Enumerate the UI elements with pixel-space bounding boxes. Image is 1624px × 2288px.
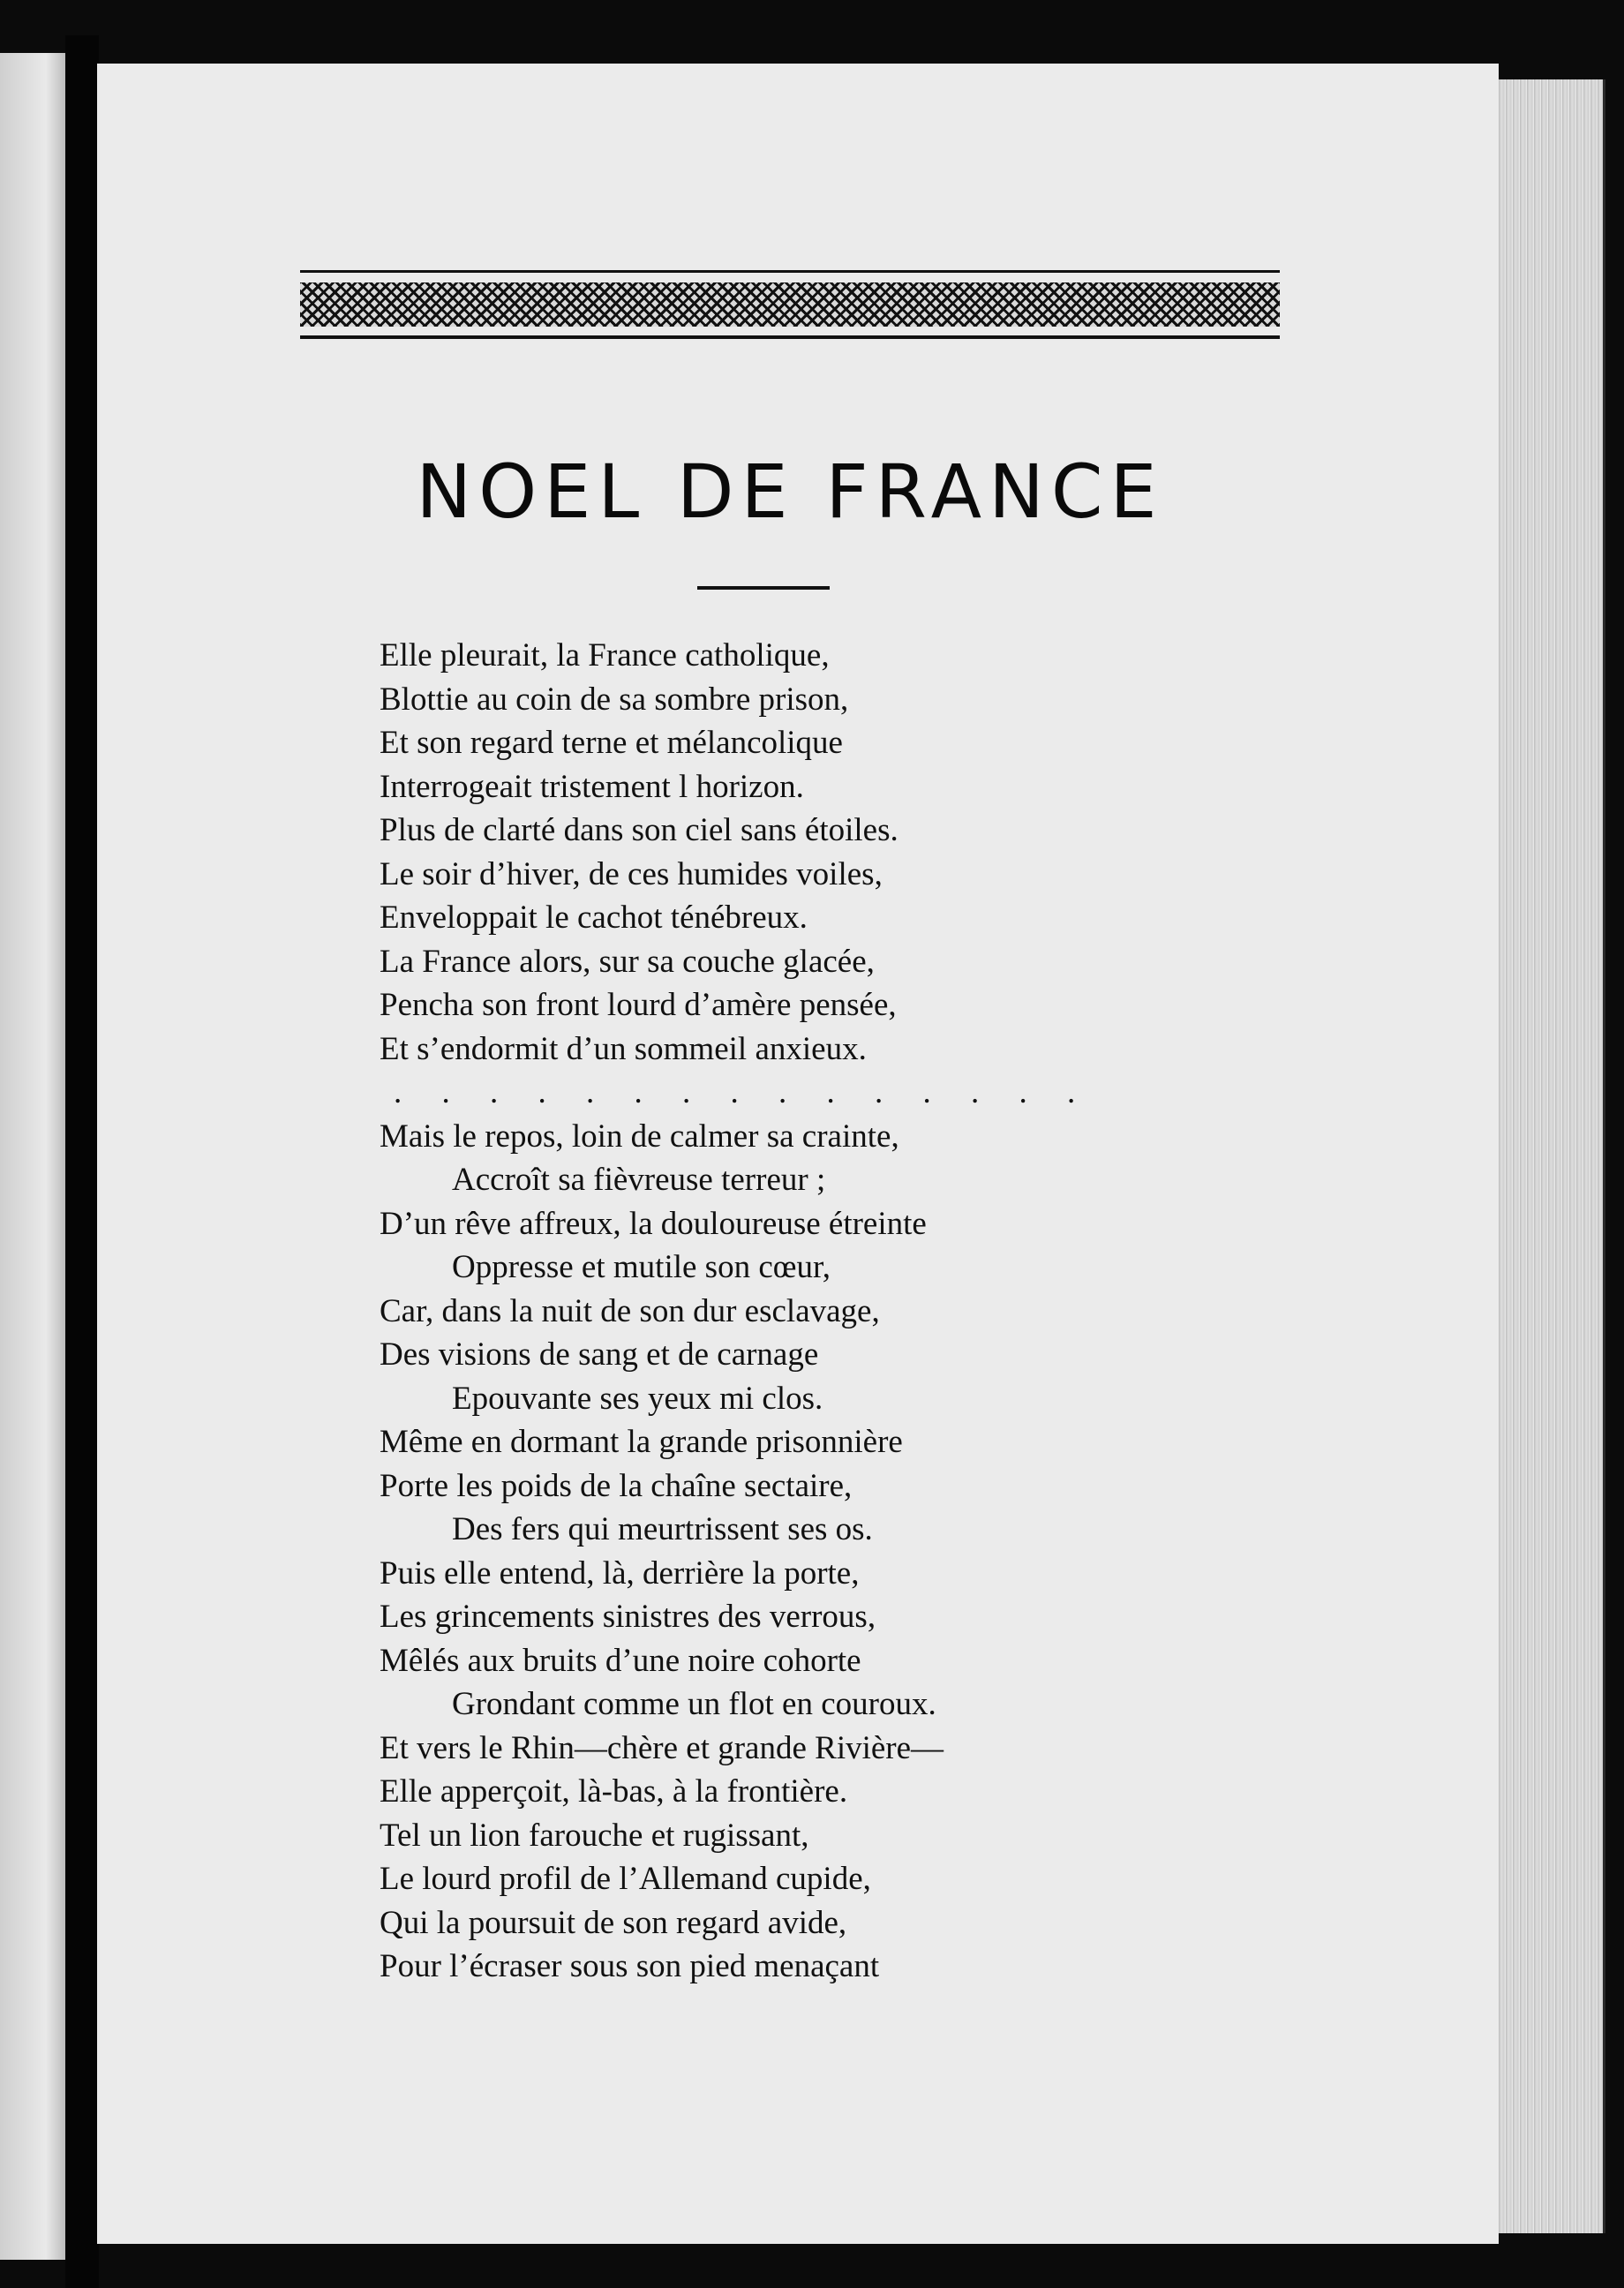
poem-line: D’un rêve affreux, la douloureuse étreinte (380, 1205, 927, 1242)
poem-line: Interrogeait tristement l horizon. (380, 768, 804, 805)
poem-line: Mais le repos, loin de calmer sa crainte, (380, 1118, 899, 1155)
poem-line: Elle apperçoit, là-bas, à la frontière. (380, 1773, 848, 1810)
poem-line: Accroît sa fièvreuse terreur ; (452, 1162, 826, 1198)
poem-line: Qui la poursuit de son regard avide, (380, 1904, 847, 1941)
poem-line: Enveloppait le cachot ténébreux. (380, 899, 808, 936)
poem-line: La France alors, sur sa couche glacée, (380, 943, 875, 980)
ornament-bottom-rule (300, 335, 1280, 339)
ornament-band (300, 282, 1280, 327)
title-divider (697, 586, 830, 590)
poem-line: Elle pleurait, la France catholique, (380, 637, 830, 674)
stanza-separator: . . . . . . . . . . . . . . . (394, 1074, 1092, 1110)
poem-line: Porte les poids de la chaîne sectaire, (380, 1467, 853, 1504)
poem-line: Plus de clarté dans son ciel sans étoiles. (380, 812, 898, 848)
poem-line: Le soir d’hiver, de ces humides voiles, (380, 855, 883, 892)
previous-page-edge (0, 53, 65, 2260)
poem-line: Des visions de sang et de carnage (380, 1336, 819, 1373)
poem-line: Même en dormant la grande prisonnière (380, 1424, 903, 1460)
poem-line: Grondant comme un flot en couroux. (452, 1686, 936, 1722)
poem-line: Pencha son front lourd d’amère pensée, (380, 987, 897, 1023)
poem-line: Tel un lion farouche et rugissant, (380, 1817, 809, 1854)
poem-line: Epouvante ses yeux mi clos. (452, 1380, 823, 1417)
ornament-top-rule (300, 270, 1280, 273)
book-gutter (65, 35, 99, 2288)
poem-line: Les grincements sinistres des verrous, (380, 1599, 876, 1635)
page-stack-edges (1499, 79, 1605, 2233)
poem-body (380, 634, 1315, 1989)
poem-line: Puis elle entend, là, derrière la porte, (380, 1554, 860, 1592)
poem-title: NOEL DE FRANCE (416, 448, 1164, 535)
poem-line: Et vers le Rhin—chère et grande Rivière— (380, 1729, 944, 1766)
poem-line: Blottie au coin de sa sombre prison, (380, 681, 849, 718)
poem-line: Le lourd profil de l’Allemand cupide, (380, 1861, 871, 1897)
poem-line: Oppresse et mutile son cœur, (452, 1249, 831, 1285)
poem-line: Mêlés aux bruits d’une noire cohorte (380, 1642, 861, 1679)
poem-line: Et s’endormit d’un sommeil anxieux. (380, 1030, 867, 1067)
poem-line: Car, dans la nuit de son dur esclavage, (380, 1292, 880, 1329)
poem-line: Pour l’écraser sous son pied menaçant (380, 1948, 880, 1984)
header-ornament (300, 261, 1280, 346)
poem-line: Des fers qui meurtrissent ses os. (452, 1511, 873, 1547)
poem-line: Et son regard terne et mélancolique (380, 725, 843, 761)
